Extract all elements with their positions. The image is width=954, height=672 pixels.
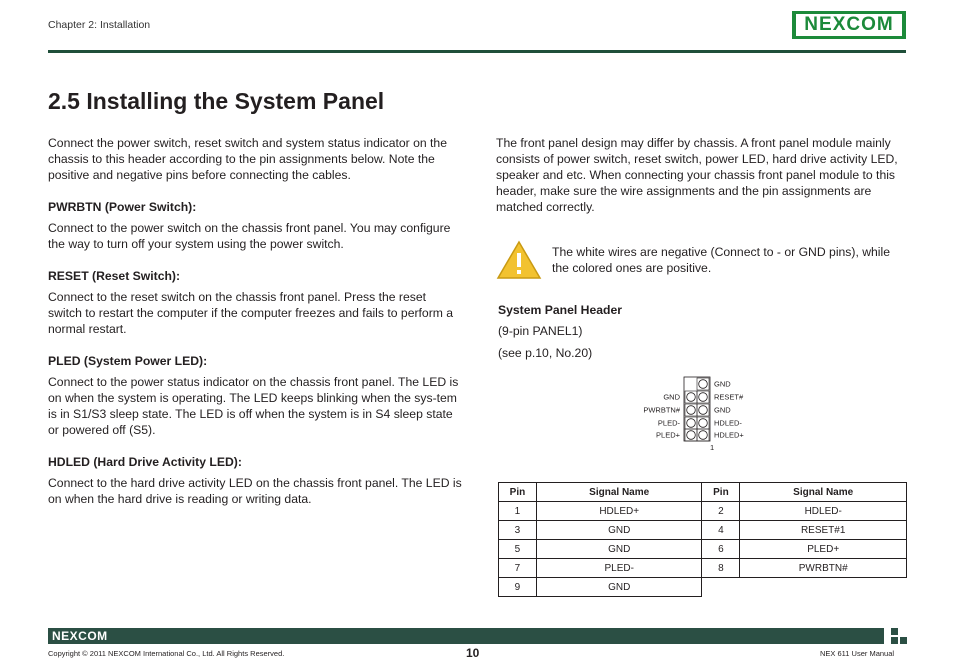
table-cell: PLED+	[740, 540, 907, 559]
table-row	[499, 540, 907, 559]
pin-label: HDLED+	[714, 430, 744, 440]
reset-heading: RESET (Reset Switch):	[48, 269, 181, 283]
pin	[687, 393, 696, 402]
table-cell: HDLED-	[740, 502, 907, 521]
pwrbtn-heading: PWRBTN (Power Switch):	[48, 200, 197, 214]
table-header: Pin	[499, 483, 537, 502]
footer-logo: NEXCOM	[52, 629, 108, 643]
pin	[699, 380, 708, 389]
pin	[699, 393, 708, 402]
table-cell: 3	[499, 521, 537, 540]
chapter-label: Chapter 2: Installation	[48, 19, 151, 31]
table-cell: GND	[536, 540, 702, 559]
table-cell: GND	[536, 521, 702, 540]
table-row	[499, 521, 907, 540]
footer-square	[900, 637, 907, 644]
copyright-text: Copyright © 2011 NEXCOM International Co., Ltd. All Rights Reserved.	[48, 649, 285, 658]
pin	[699, 431, 708, 440]
table-row	[499, 502, 907, 521]
pled-heading: PLED (System Power LED):	[48, 354, 208, 368]
pin-label: GND	[714, 379, 731, 389]
table-cell: 8	[702, 559, 740, 578]
manual-name: NEX 611 User Manual	[820, 649, 895, 658]
pwrbtn-text: Connect to the power switch on the chassis front panel. You may configure the way to turn off your system using the power switch.	[48, 221, 451, 251]
right-intro: The front panel design may differ by chassis. A front panel module mainly consists of power switch, reset switch, power LED, hard drive activity LED, speaker and etc. When connecting your chassis front panel module to this header, make sure the wire assignments and the pin assignments are matched correctly.	[496, 136, 898, 214]
logo-inner	[796, 14, 902, 36]
table-empty-cell	[702, 578, 907, 597]
logo-text: NEXCOM	[804, 14, 894, 35]
left-column	[48, 135, 462, 507]
pin	[687, 419, 696, 428]
table-row	[499, 578, 907, 597]
system-panel-ref: (see p.10, No.20)	[498, 346, 593, 360]
pin	[699, 406, 708, 415]
page-title: 2.5 Installing the System Panel	[48, 88, 385, 114]
warning-text: The white wires are negative (Connect to - or GND pins), while the colored ones are positive.	[552, 245, 891, 275]
table-row	[499, 559, 907, 578]
hdled-text: Connect to the hard drive activity LED on the chassis front panel. The LED is on when the hard drive is reading or writing data.	[48, 476, 462, 506]
table-cell: 6	[702, 540, 740, 559]
footer-bar	[48, 628, 884, 644]
pin	[687, 431, 696, 440]
pin-label: PLED+	[656, 430, 680, 440]
footer-square	[891, 628, 898, 635]
table-cell: RESET#1	[740, 521, 907, 540]
table-header-row	[499, 483, 907, 502]
pin-label: GND	[714, 405, 731, 415]
left-intro: Connect the power switch, reset switch and system status indicator on the chassis to this header according to the pin assignments below. Note the positive and negative pins before connecting the cables.	[48, 136, 447, 182]
pin-label: PLED-	[657, 418, 680, 428]
page-number: 10	[466, 646, 480, 660]
nexcom-logo	[792, 11, 906, 39]
table-cell: 7	[499, 559, 537, 578]
pled-text: Connect to the power status indicator on the chassis front panel. The LED is on when the system is operating. The LED keeps blinking when the sys-tem is in S1/S3 sleep state. The LED is off when the system is in S4 sleep state or powered off (S5).	[48, 375, 459, 437]
reset-text: Connect to the reset switch on the chassis front panel. Press the reset switch to restart the computer if the computer freezes and fails to perform a normal restart.	[48, 290, 454, 336]
pin-assignment-table	[498, 482, 907, 597]
pin-label: RESET#	[714, 392, 744, 402]
pin-label: HDLED-	[714, 418, 742, 428]
warning-icon	[496, 240, 542, 280]
header-rule	[48, 50, 906, 53]
table-header: Pin	[702, 483, 740, 502]
table-cell: HDLED+	[536, 502, 702, 521]
system-panel-header-title: System Panel Header	[498, 303, 622, 317]
pin	[687, 406, 696, 415]
table-cell: 9	[499, 578, 537, 597]
footer-square	[891, 637, 898, 644]
pin-label: GND	[663, 392, 680, 402]
panel-header-diagram	[640, 376, 770, 454]
pin	[699, 419, 708, 428]
table-cell: 4	[702, 521, 740, 540]
table-header: Signal Name	[536, 483, 702, 502]
hdled-heading: HDLED (Hard Drive Activity LED):	[48, 455, 242, 469]
table-cell: PWRBTN#	[740, 559, 907, 578]
table-cell: 2	[702, 502, 740, 521]
table-cell: PLED-	[536, 559, 702, 578]
pin-label: PWRBTN#	[643, 405, 680, 415]
table-cell: GND	[536, 578, 702, 597]
pin-one-marker: 1	[710, 443, 715, 452]
table-header: Signal Name	[740, 483, 907, 502]
table-cell: 1	[499, 502, 537, 521]
table-cell: 5	[499, 540, 537, 559]
system-panel-pins: (9-pin PANEL1)	[498, 324, 583, 338]
